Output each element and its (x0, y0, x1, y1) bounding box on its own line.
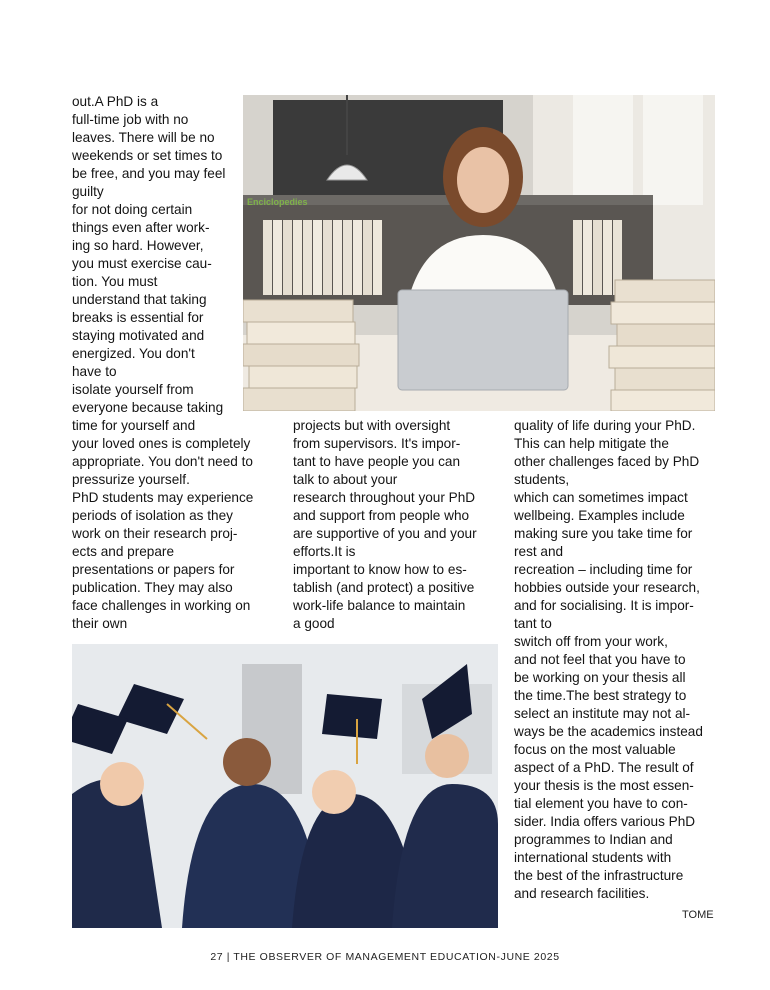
text-line: efforts.It is (293, 544, 356, 559)
text-line: tablish (and protect) a positive (293, 580, 475, 595)
text-line: periods of isolation as they (72, 508, 233, 523)
text-line: sider. India offers various PhD (514, 814, 696, 829)
text-line: everyone because taking (72, 400, 224, 415)
text-line: your loved ones is completely (72, 436, 251, 451)
text-line: tion. You must (72, 274, 158, 289)
text-line: ects and prepare (72, 544, 175, 559)
text-line: and for socialising. It is impor- (514, 598, 694, 613)
text-line: have to (72, 364, 117, 379)
text-line: presentations or papers for (72, 562, 235, 577)
text-line: things even after work- (72, 220, 210, 235)
text-line: programmes to Indian and (514, 832, 673, 847)
text-line: out.A PhD is a (72, 94, 159, 109)
text-line: international students with (514, 850, 672, 865)
text-line: PhD students may experience (72, 490, 254, 505)
text-line: aspect of a PhD. The result of (514, 760, 694, 775)
text-line: you must exercise cau- (72, 256, 212, 271)
text-line: This can help mitigate the (514, 436, 669, 451)
text-line: time for yourself and (72, 418, 196, 433)
text-line: and support from people who (293, 508, 470, 523)
text-line: focus on the most valuable (514, 742, 676, 757)
text-line: are supportive of you and your (293, 526, 477, 541)
text-line: be free, and you may feel (72, 166, 226, 181)
text-line: a good (293, 616, 335, 631)
text-line: leaves. There will be no (72, 130, 215, 145)
author-credit: TOME (682, 909, 714, 921)
text-line: recreation – including time for (514, 562, 693, 577)
text-line: the best of the infrastructure (514, 868, 684, 883)
text-line: projects but with oversight (293, 418, 451, 433)
text-line: weekends or set times to (72, 148, 223, 163)
text-line: hobbies outside your research, (514, 580, 700, 595)
text-line: face challenges in working on (72, 598, 251, 613)
text-line: their own (72, 616, 128, 631)
text-line: talk to about your (293, 472, 398, 487)
text-line: tant to (514, 616, 552, 631)
text-line: work-life balance to maintain (293, 598, 466, 613)
text-line: guilty (72, 184, 104, 199)
text-line: research throughout your PhD (293, 490, 476, 505)
text-line: energized. You don't (72, 346, 195, 361)
text-line: important to know how to es- (293, 562, 467, 577)
text-line: work on their research proj- (72, 526, 238, 541)
text-line: students, (514, 472, 570, 487)
text-line: rest and (514, 544, 564, 559)
text-line: breaks is essential for (72, 310, 204, 325)
shelf-label: Enciclopedies (247, 197, 308, 207)
text-line: the time.The best strategy to (514, 688, 687, 703)
text-line: publication. They may also (72, 580, 233, 595)
text-line: for not doing certain (72, 202, 193, 217)
text-line: making sure you take time for (514, 526, 693, 541)
text-line: and not feel that you have to (514, 652, 686, 667)
text-line: other challenges faced by PhD (514, 454, 700, 469)
text-line: tial element you have to con- (514, 796, 688, 811)
text-line: isolate yourself from (72, 382, 194, 397)
text-line: staying motivated and (72, 328, 205, 343)
text-line: quality of life during your PhD. (514, 418, 696, 433)
text-line: ing so hard. However, (72, 238, 204, 253)
text-line: which can sometimes impact (514, 490, 688, 505)
text-line: be working on your thesis all (514, 670, 686, 685)
text-line: pressurize yourself. (72, 472, 190, 487)
text-line: your thesis is the most essen- (514, 778, 694, 793)
page-footer: 27 | THE OBSERVER OF MANAGEMENT EDUCATION-JUNE 2025 (210, 951, 560, 963)
text-line: appropriate. You don't need to (72, 454, 253, 469)
text-line: wellbeing. Examples include (514, 508, 685, 523)
text-line: full-time job with no (72, 112, 189, 127)
photo-graduates-celebrating (72, 644, 498, 928)
text-line: and research facilities. (514, 886, 650, 901)
text-line: switch off from your work, (514, 634, 668, 649)
text-line: from supervisors. It's impor- (293, 436, 461, 451)
text-line: ways be the academics instead (514, 724, 703, 739)
text-line: tant to have people you can (293, 454, 461, 469)
text-line: select an institute may not al- (514, 706, 691, 721)
photo-woman-laptop-library (243, 95, 715, 411)
text-line: understand that taking (72, 292, 207, 307)
